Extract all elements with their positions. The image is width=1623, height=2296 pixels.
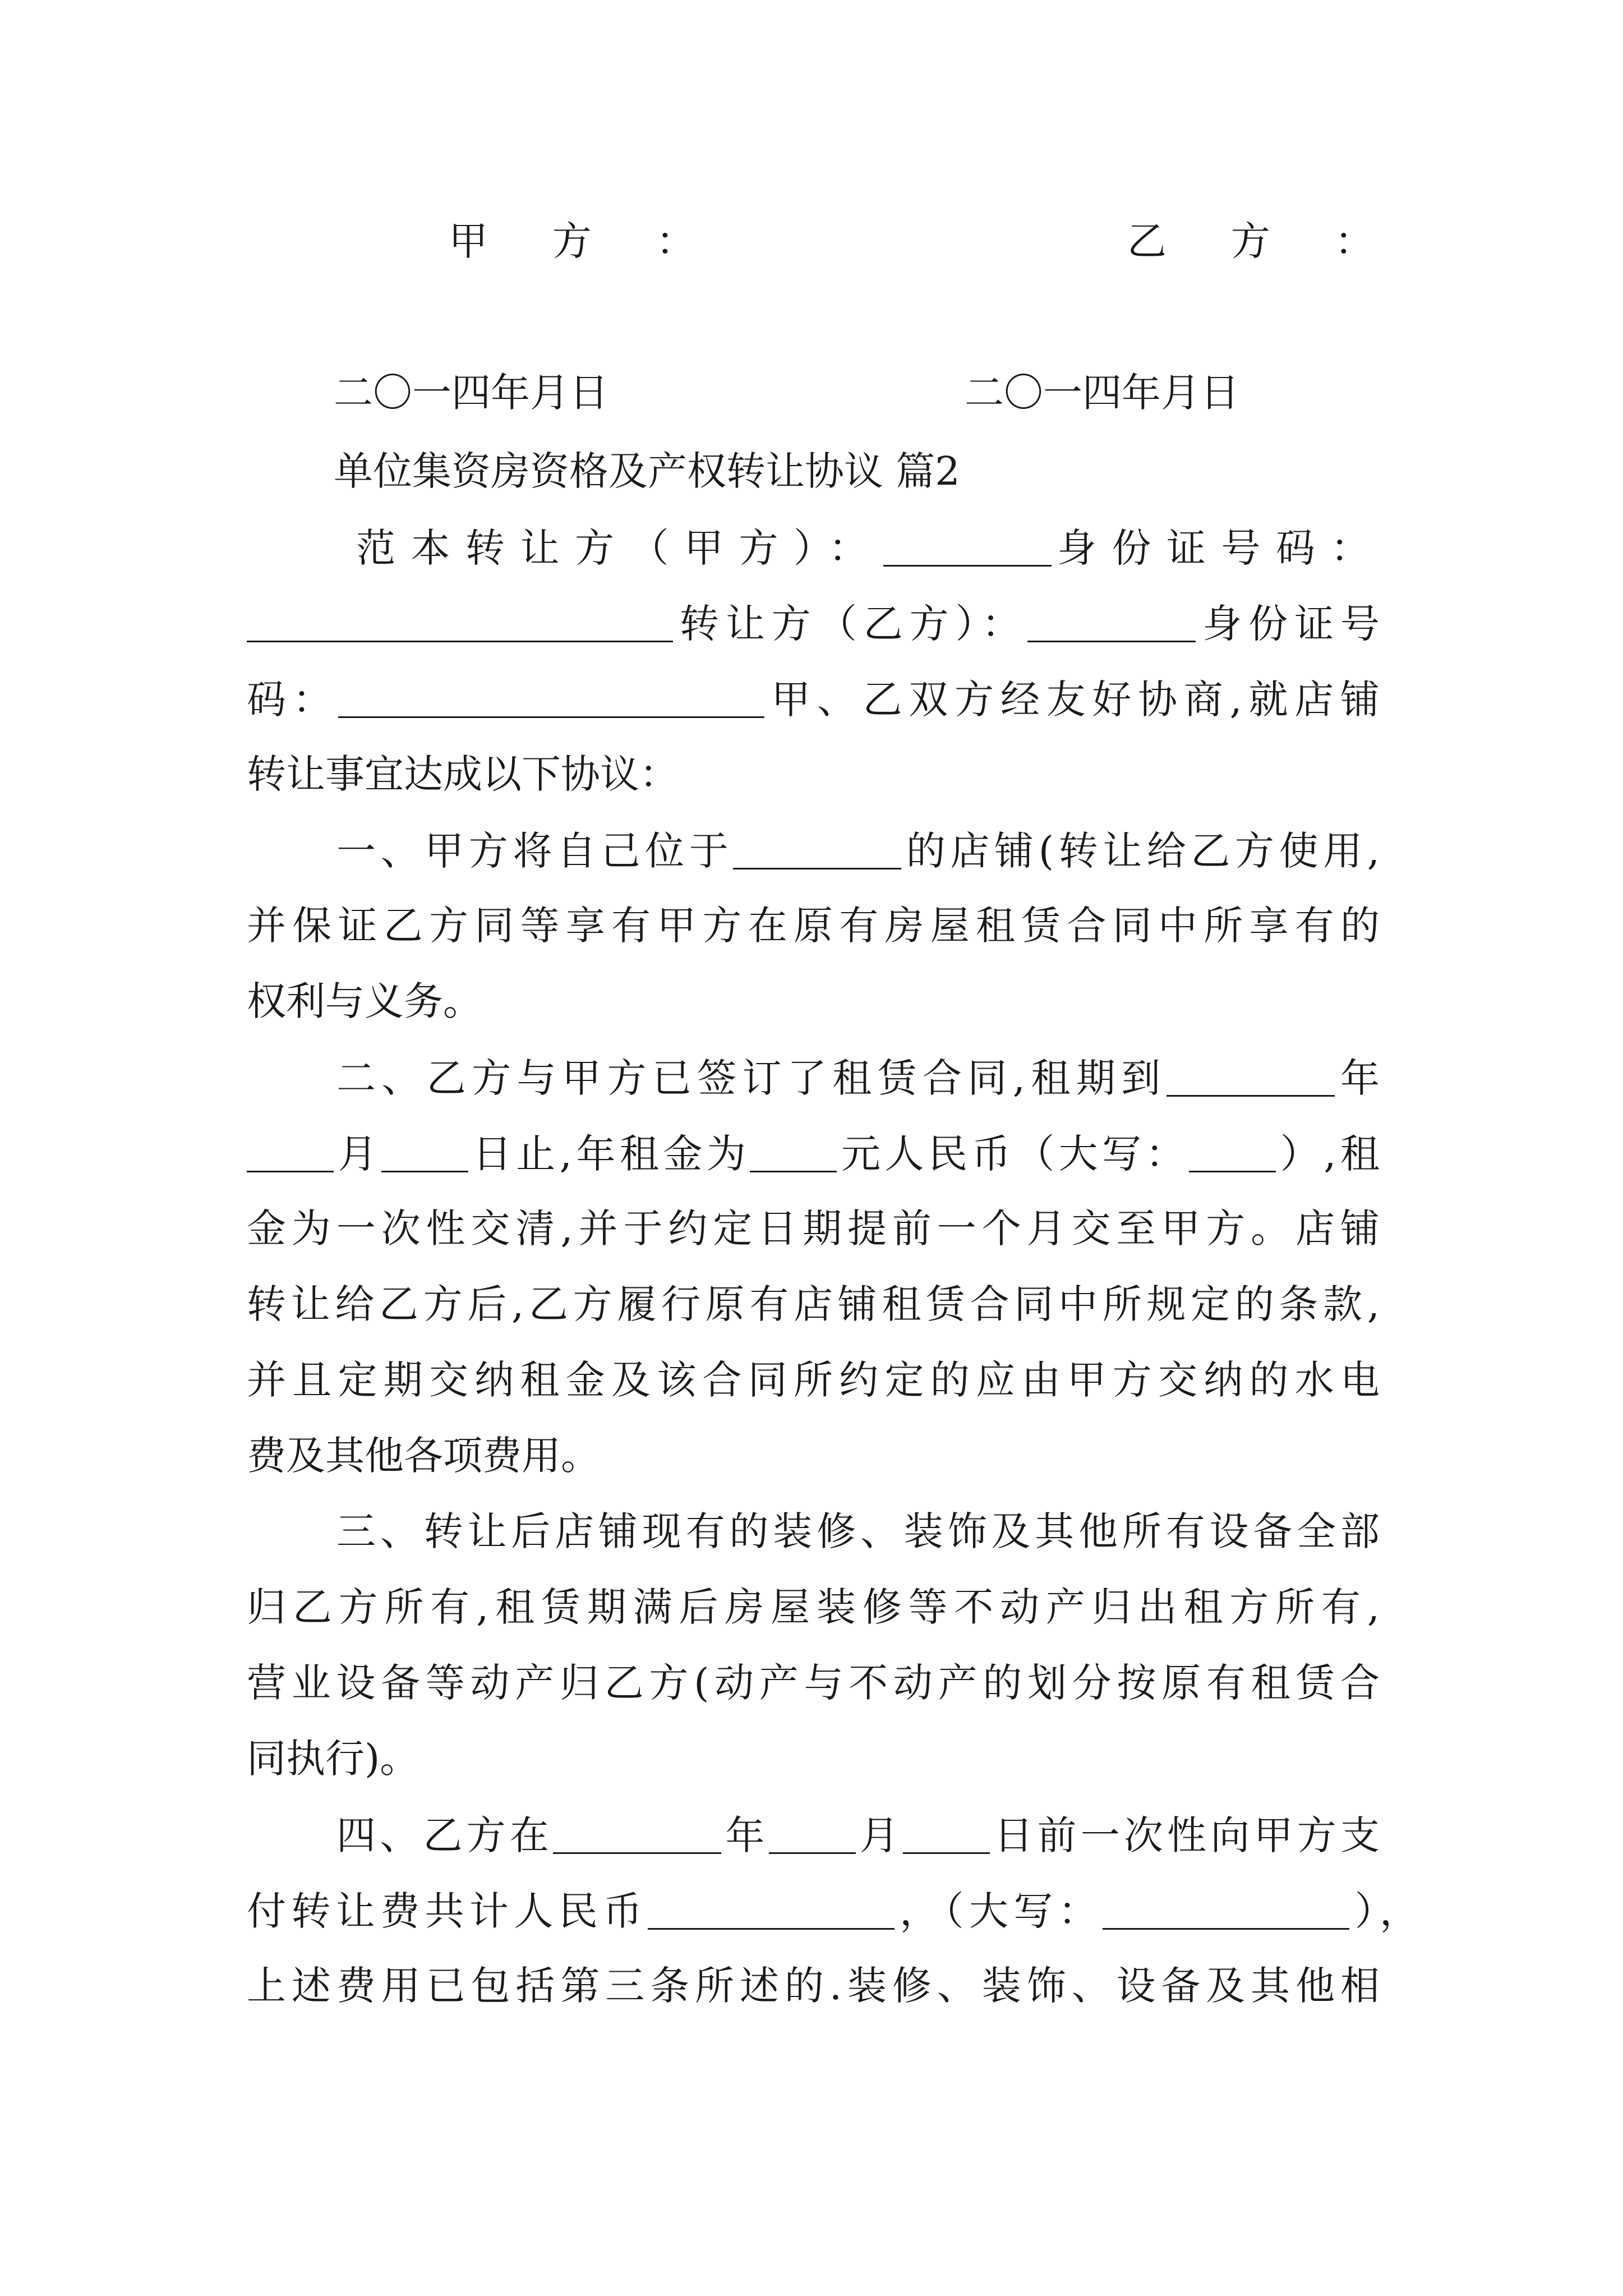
party-a-date: 二〇一四年月日	[334, 370, 608, 416]
transferee-name-blank[interactable]	[1027, 603, 1196, 642]
transferee-id-blank[interactable]	[338, 679, 764, 718]
clause-2-line-4: 转让给乙方后,乙方履行原有店铺租赁合同中所规定的条款,	[247, 1281, 1380, 1327]
lease-month-blank[interactable]	[247, 1133, 334, 1172]
clause-4-line-1: 四、乙方在 年 月 日前一次性向甲方支	[336, 1812, 1380, 1859]
party-b-signature-label: 乙 方 ：	[1127, 218, 1386, 264]
intro-line-1: 范本转让方（甲方）： 身份证号码：	[356, 525, 1380, 572]
clause-4-line-2: 付转让费共计人民币 ，（大写： ），	[247, 1888, 1419, 1935]
transfer-fee-blank[interactable]	[648, 1890, 895, 1930]
payment-month-blank[interactable]	[769, 1815, 856, 1854]
clause-3-line-4: 同执行)。	[247, 1736, 419, 1782]
clause-1-line-2: 并保证乙方同等享有甲方在原有房屋租赁合同中所享有的	[247, 903, 1380, 949]
lease-day-blank[interactable]	[381, 1133, 468, 1172]
clause-2-line-2: 月 日止,年租金为 元人民币（大写： ）,租	[247, 1133, 1380, 1174]
party-a-signature-label: 甲 方 ：	[449, 218, 708, 264]
clause-2-line-3: 金为一次性交清,并于约定日期提前一个月交至甲方。店铺	[247, 1205, 1380, 1251]
party-b-date: 二〇一四年月日	[965, 370, 1239, 416]
clause-4-line-3: 上述费用已包括第三条所述的.装修、装饰、设备及其他相	[247, 1963, 1380, 2009]
clause-1-line-3: 权利与义务。	[247, 978, 482, 1024]
intro-line-4: 转让事宜达成以下协议：	[247, 751, 679, 797]
annual-rent-blank[interactable]	[750, 1133, 837, 1172]
shop-location-blank[interactable]	[733, 830, 901, 869]
transferor-name-blank[interactable]	[883, 527, 1052, 567]
clause-2-line-1: 二、乙方与甲方已签订了租赁合同,租期到 年	[336, 1055, 1380, 1102]
transfer-fee-uppercase-blank[interactable]	[1103, 1890, 1349, 1930]
clause-3-line-1: 三、转让后店铺现有的装修、装饰及其他所有设备全部	[336, 1508, 1380, 1554]
document-heading: 单位集资房资格及产权转让协议 篇2	[334, 448, 960, 494]
lease-year-blank[interactable]	[1166, 1057, 1335, 1097]
annual-rent-uppercase-blank[interactable]	[1189, 1133, 1276, 1172]
clause-2-line-5: 并且定期交纳租金及该合同所约定的应由甲方交纳的水电	[247, 1357, 1380, 1403]
clause-1-line-1: 一、甲方将自己位于 的店铺(转让给乙方使用,	[336, 828, 1380, 875]
payment-day-blank[interactable]	[903, 1815, 990, 1854]
clause-3-line-3: 营业设备等动产归乙方(动产与不动产的划分按原有租赁合	[247, 1660, 1380, 1706]
intro-line-3: 码： 甲、乙双方经友好协商,就店铺	[247, 677, 1380, 723]
clause-2-line-6: 费及其他各项费用。	[247, 1433, 600, 1479]
clause-3-line-2: 归乙方所有,租赁期满后房屋装修等不动产归出租方所有,	[247, 1584, 1380, 1630]
payment-year-blank[interactable]	[553, 1815, 721, 1854]
intro-line-2: 转让方（乙方）： 身份证号	[247, 603, 1380, 643]
transferor-id-blank[interactable]	[247, 603, 673, 642]
